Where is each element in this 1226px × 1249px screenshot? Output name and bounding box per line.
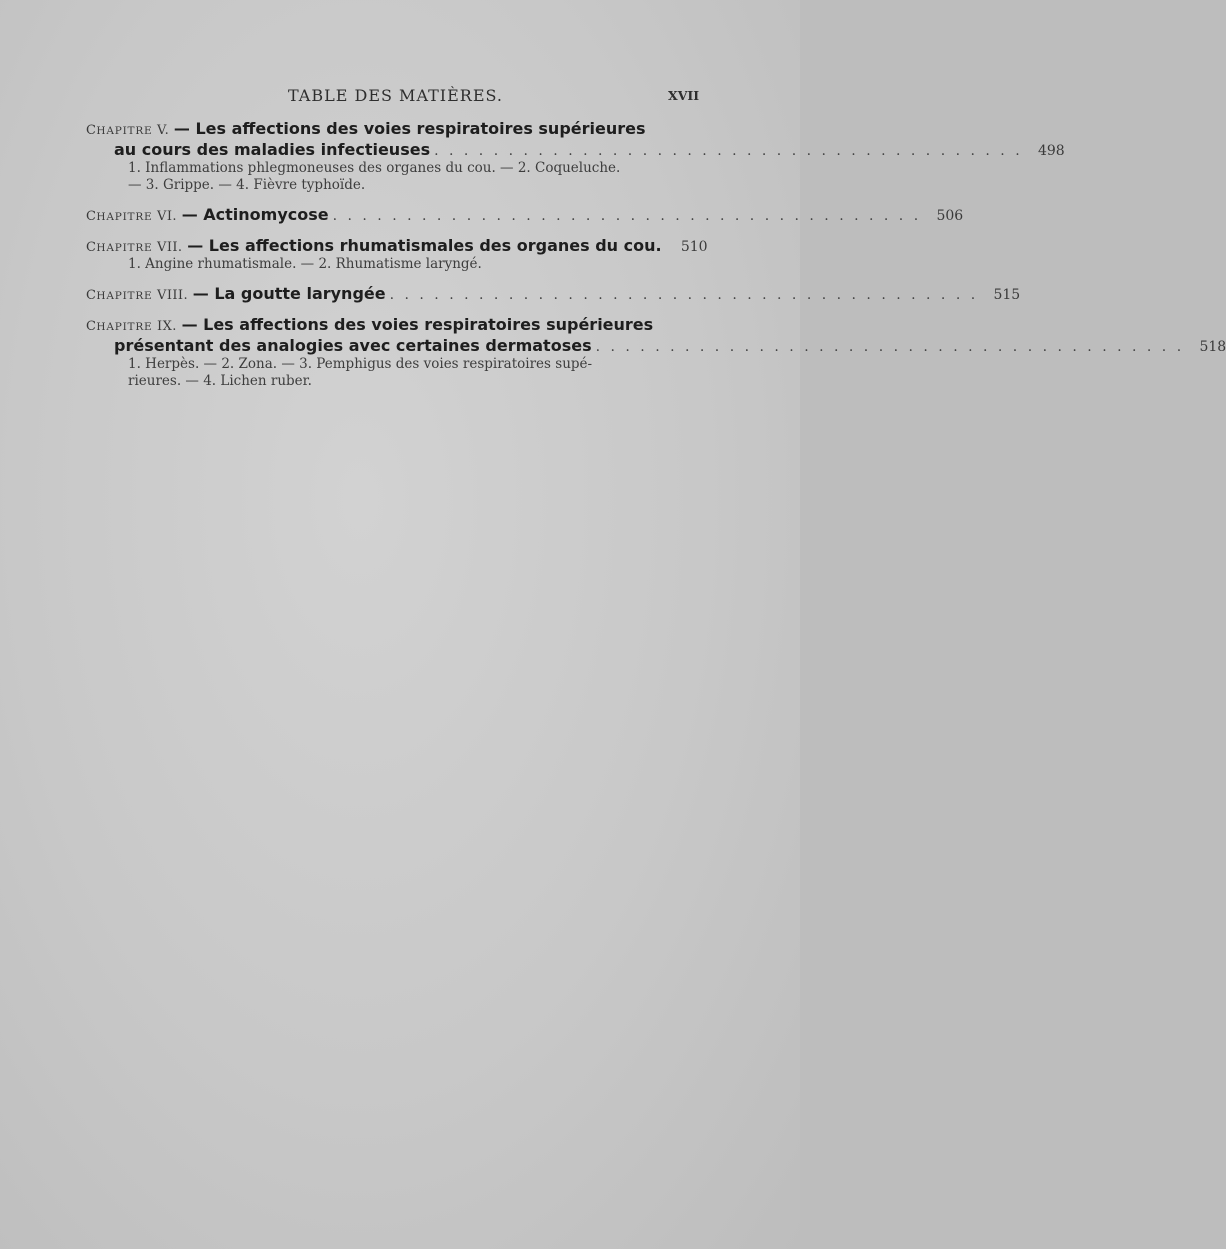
subsection-line: 1. Inflammations phlegmoneuses des organes du cou. — 2. Coqueluche. (128, 160, 621, 176)
chapter-title-cont: présentant des analogies avec certaines dermatoses (114, 336, 592, 355)
toc-entry-chapter-7[interactable] (86, 235, 706, 273)
chapter-label: CHAPITRE VIII. (86, 288, 188, 303)
subsection-line: 1. Herpès. — 2. Zona. — 3. Pemphigus des voies respiratoires supé- (128, 356, 593, 372)
chapter-subsections (86, 356, 706, 390)
page-number: 515 (993, 287, 1021, 303)
toc-entry-chapter-8[interactable] (86, 283, 1021, 304)
running-title: TABLE DES MATIÈRES. (288, 86, 503, 105)
chapter-title-cont: au cours des maladies infectieuses (114, 140, 431, 159)
subsection-line: rieures. — 4. Lichen ruber. (128, 373, 312, 389)
dot-leader: . . . . . . . . . . . . . . . . . . . . . . . . . . . . . . . . . . . . . . . . (595, 339, 1185, 355)
chapter-label: CHAPITRE IX. (86, 319, 177, 334)
chapter-label: CHAPITRE VI. (86, 209, 177, 224)
dot-leader: . . . . . . . . . . . . . . . . . . . . . . . . . . . . . . . . . . . . . . . . (332, 208, 922, 224)
page-number: 506 (936, 208, 964, 224)
chapter-title-line (86, 314, 706, 335)
toc-entry-chapter-6[interactable] (86, 204, 964, 225)
dot-leader: . . . . . . . . . . . . . . . . . . . . . . . . . . . . . . . . . . . . . . . . (434, 143, 1023, 159)
page-number: 498 (1037, 143, 1065, 159)
subsection-line: — 3. Grippe. — 4. Fièvre typhoïde. (128, 177, 366, 193)
chapter-title: — Les affections rhumatismales des organes du cou. (187, 236, 662, 255)
page-folio: XVII (668, 88, 700, 103)
chapter-title: — La goutte laryngée (192, 284, 386, 303)
chapter-title-continuation (86, 335, 1226, 356)
chapter-title: — Actinomycose (181, 205, 329, 224)
subsection-line: 1. Angine rhumatismale. — 2. Rhumatisme laryngé. (128, 256, 482, 272)
chapter-title-line (86, 204, 964, 225)
toc-entry-chapter-9[interactable] (86, 314, 1226, 390)
chapter-title: — Les affections des voies respiratoires supérieures (181, 315, 654, 334)
page-number: 510 (680, 239, 708, 255)
chapter-title-continuation (86, 139, 1065, 160)
chapter-title-line (86, 118, 706, 139)
chapter-title-line (86, 283, 1021, 304)
chapter-label: CHAPITRE V. (86, 123, 170, 138)
chapter-label: CHAPITRE VII. (86, 240, 183, 255)
chapter-title: — Les affections des voies respiratoires supérieures (173, 119, 646, 138)
dot-leader: . . . . . . . . . . . . . . . . . . . . . . . . . . . . . . . . . . . . . . . . (389, 287, 979, 303)
table-of-contents (86, 118, 1226, 390)
chapter-subsections (86, 160, 706, 194)
page-header (0, 86, 800, 110)
chapter-title-line (86, 235, 706, 256)
toc-entry-chapter-5[interactable] (86, 118, 1065, 194)
page-number: 518 (1199, 339, 1226, 355)
